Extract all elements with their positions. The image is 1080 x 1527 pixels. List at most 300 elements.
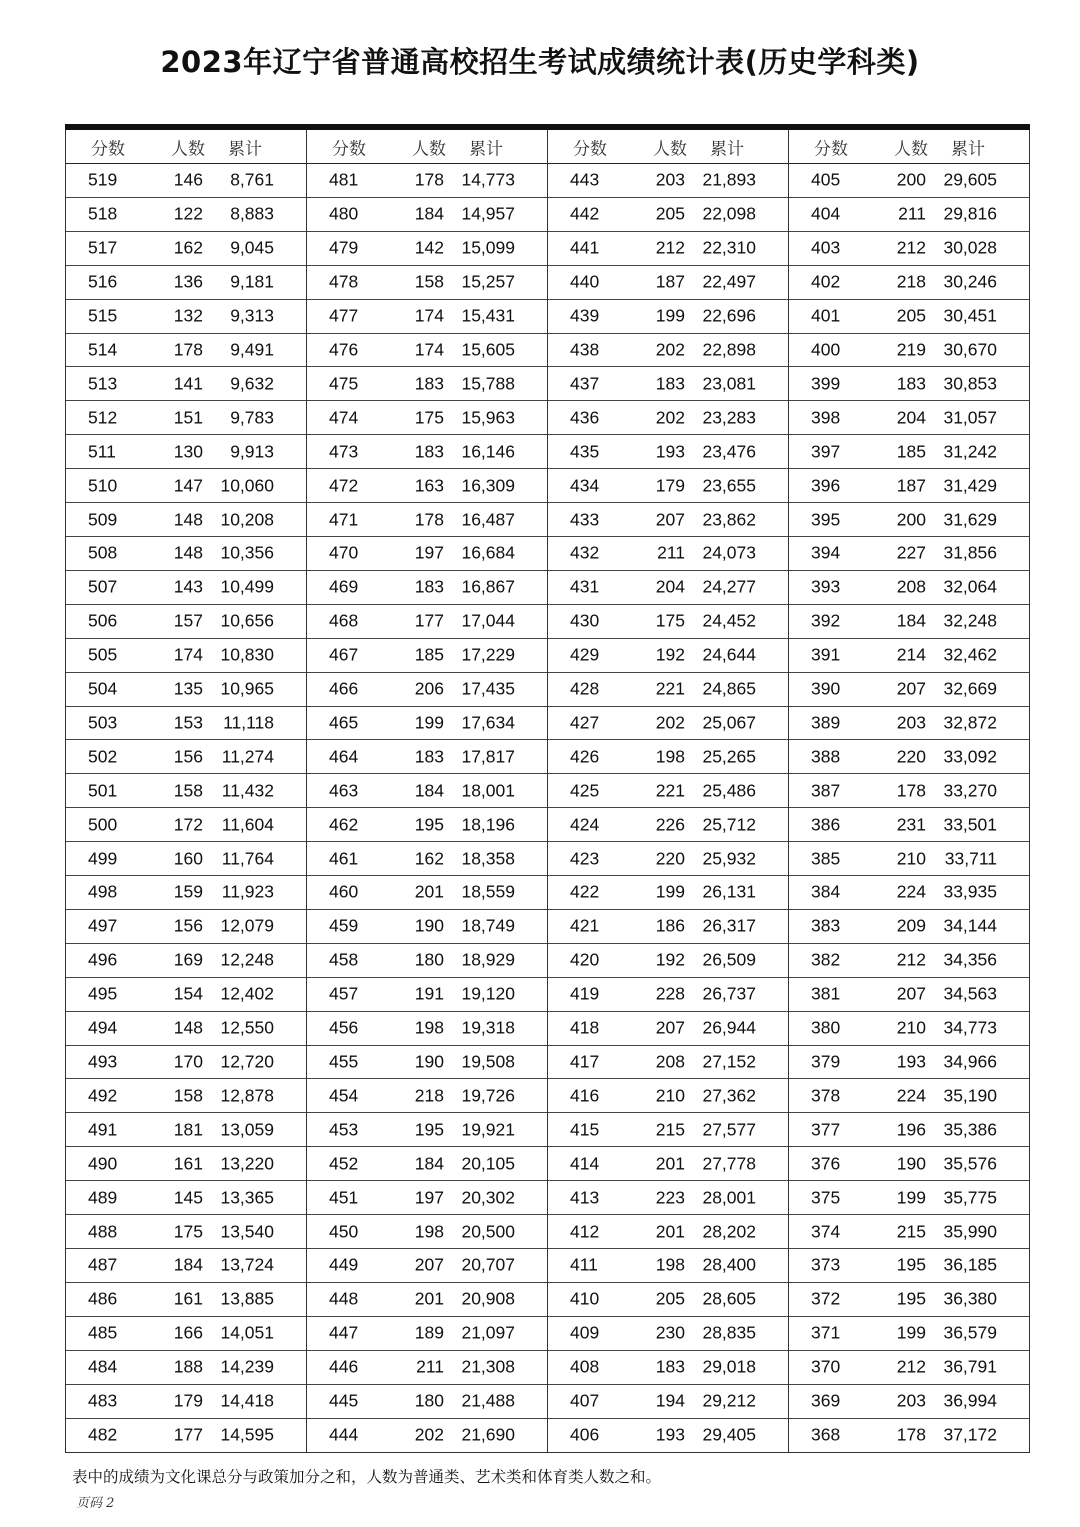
table-row xyxy=(307,944,547,978)
cell-cumulative: 26,944 xyxy=(702,1017,756,1038)
cell-cumulative: 10,499 xyxy=(220,576,274,597)
table-row xyxy=(789,910,1029,944)
cell-score: 477 xyxy=(329,305,359,326)
cell-score: 519 xyxy=(88,169,118,190)
cell-score: 376 xyxy=(811,1153,841,1174)
cell-score: 465 xyxy=(329,712,359,733)
cell-score: 452 xyxy=(329,1153,359,1174)
table-row xyxy=(548,1113,788,1147)
cell-cumulative: 35,775 xyxy=(943,1187,997,1208)
cell-cumulative: 15,099 xyxy=(461,237,515,258)
cell-count: 174 xyxy=(414,339,444,360)
cell-score: 371 xyxy=(811,1322,841,1343)
cell-score: 511 xyxy=(88,441,116,462)
cell-count: 172 xyxy=(173,814,203,835)
table-row xyxy=(789,1012,1029,1046)
table-row xyxy=(789,944,1029,978)
table-column-group xyxy=(306,130,547,1453)
cell-count: 207 xyxy=(655,1017,685,1038)
cell-count: 194 xyxy=(655,1390,685,1411)
cell-score: 456 xyxy=(329,1017,359,1038)
cell-cumulative: 36,994 xyxy=(943,1390,997,1411)
cell-score: 449 xyxy=(329,1254,359,1275)
table-row xyxy=(66,944,306,978)
table-row xyxy=(66,571,306,605)
cell-score: 401 xyxy=(811,305,841,326)
cell-score: 483 xyxy=(88,1390,118,1411)
cell-score: 504 xyxy=(88,678,118,699)
cell-score: 399 xyxy=(811,373,841,394)
cell-count: 198 xyxy=(655,746,685,767)
cell-count: 228 xyxy=(655,983,685,1004)
cell-count: 208 xyxy=(896,576,926,597)
cell-count: 185 xyxy=(414,644,444,665)
table-row xyxy=(307,1249,547,1283)
cell-score: 508 xyxy=(88,542,118,563)
table-row xyxy=(548,978,788,1012)
cell-cumulative: 29,212 xyxy=(702,1390,756,1411)
cell-cumulative: 28,202 xyxy=(702,1221,756,1242)
cell-count: 227 xyxy=(896,542,926,563)
cell-cumulative: 32,462 xyxy=(943,644,997,665)
cell-cumulative: 15,788 xyxy=(461,373,515,394)
cell-count: 199 xyxy=(896,1322,926,1343)
table-row xyxy=(307,367,547,401)
cell-cumulative: 18,559 xyxy=(461,881,515,902)
table-row xyxy=(548,1351,788,1385)
cell-cumulative: 35,990 xyxy=(943,1221,997,1242)
cell-cumulative: 17,044 xyxy=(461,610,515,631)
cell-count: 190 xyxy=(896,1153,926,1174)
table-row xyxy=(66,1046,306,1080)
cell-score: 418 xyxy=(570,1017,600,1038)
header-count: 人数 xyxy=(894,139,928,159)
table-row xyxy=(307,1147,547,1181)
cell-score: 513 xyxy=(88,373,118,394)
cell-cumulative: 9,783 xyxy=(230,407,274,428)
cell-cumulative: 9,913 xyxy=(230,441,274,462)
table-row xyxy=(66,1283,306,1317)
cell-count: 156 xyxy=(173,915,203,936)
cell-cumulative: 31,429 xyxy=(943,475,997,496)
table-row xyxy=(66,164,306,198)
cell-cumulative: 9,313 xyxy=(230,305,274,326)
table-row xyxy=(789,1215,1029,1249)
table-row xyxy=(789,198,1029,232)
table-row xyxy=(548,1181,788,1215)
table-row xyxy=(66,537,306,571)
cell-count: 201 xyxy=(414,1288,444,1309)
cell-count: 202 xyxy=(655,339,685,360)
cell-count: 215 xyxy=(896,1221,926,1242)
table-row xyxy=(548,910,788,944)
cell-cumulative: 12,402 xyxy=(220,983,274,1004)
cell-score: 472 xyxy=(329,475,359,496)
cell-cumulative: 24,277 xyxy=(702,576,756,597)
cell-score: 489 xyxy=(88,1187,118,1208)
table-row xyxy=(66,639,306,673)
cell-count: 159 xyxy=(173,881,203,902)
cell-count: 203 xyxy=(655,169,685,190)
cell-score: 388 xyxy=(811,746,841,767)
cell-score: 492 xyxy=(88,1085,118,1106)
cell-cumulative: 16,487 xyxy=(461,509,515,530)
cell-score: 419 xyxy=(570,983,600,1004)
cell-score: 382 xyxy=(811,949,841,970)
table-column-group xyxy=(547,130,788,1453)
table-row xyxy=(548,537,788,571)
cell-cumulative: 35,576 xyxy=(943,1153,997,1174)
cell-score: 414 xyxy=(570,1153,600,1174)
cell-score: 416 xyxy=(570,1085,600,1106)
cell-count: 174 xyxy=(173,644,203,665)
cell-cumulative: 31,057 xyxy=(943,407,997,428)
cell-count: 175 xyxy=(173,1221,203,1242)
cell-score: 498 xyxy=(88,881,118,902)
cell-count: 219 xyxy=(896,339,926,360)
cell-score: 439 xyxy=(570,305,600,326)
table-header-row xyxy=(307,130,547,164)
table-row xyxy=(548,808,788,842)
cell-count: 184 xyxy=(414,203,444,224)
cell-count: 169 xyxy=(173,949,203,970)
table-row xyxy=(66,1419,306,1453)
cell-count: 212 xyxy=(896,1356,926,1377)
table-row xyxy=(307,1419,547,1453)
cell-score: 444 xyxy=(329,1424,359,1445)
cell-cumulative: 28,001 xyxy=(702,1187,756,1208)
cell-score: 482 xyxy=(88,1424,118,1445)
cell-cumulative: 33,935 xyxy=(943,881,997,902)
cell-score: 442 xyxy=(570,203,600,224)
table-row xyxy=(789,842,1029,876)
table-row xyxy=(307,1113,547,1147)
cell-score: 459 xyxy=(329,915,359,936)
cell-count: 198 xyxy=(655,1254,685,1275)
cell-score: 370 xyxy=(811,1356,841,1377)
table-row xyxy=(548,605,788,639)
table-row xyxy=(548,673,788,707)
cell-count: 179 xyxy=(655,475,685,496)
table-row xyxy=(307,266,547,300)
table-row xyxy=(789,300,1029,334)
cell-count: 142 xyxy=(414,237,444,258)
cell-cumulative: 27,152 xyxy=(702,1051,756,1072)
header-cumulative: 累计 xyxy=(710,139,744,159)
page-number: 页码 2 xyxy=(76,1496,115,1511)
cell-score: 375 xyxy=(811,1187,841,1208)
cell-score: 379 xyxy=(811,1051,841,1072)
cell-cumulative: 27,362 xyxy=(702,1085,756,1106)
cell-score: 381 xyxy=(811,983,841,1004)
table-row xyxy=(307,808,547,842)
table-row xyxy=(307,435,547,469)
cell-cumulative: 12,079 xyxy=(220,915,274,936)
cell-cumulative: 34,356 xyxy=(943,949,997,970)
cell-count: 141 xyxy=(173,373,203,394)
cell-score: 488 xyxy=(88,1221,118,1242)
table-row xyxy=(307,1385,547,1419)
cell-cumulative: 29,605 xyxy=(943,169,997,190)
table-row xyxy=(548,944,788,978)
cell-count: 166 xyxy=(173,1322,203,1343)
table-row xyxy=(66,300,306,334)
cell-cumulative: 23,655 xyxy=(702,475,756,496)
cell-cumulative: 12,248 xyxy=(220,949,274,970)
cell-count: 211 xyxy=(657,542,685,563)
cell-score: 516 xyxy=(88,271,118,292)
table-row xyxy=(66,808,306,842)
table-row xyxy=(66,1385,306,1419)
cell-score: 517 xyxy=(88,237,118,258)
table-row xyxy=(307,1181,547,1215)
cell-score: 417 xyxy=(570,1051,600,1072)
table-row xyxy=(307,334,547,368)
table-row xyxy=(548,1079,788,1113)
cell-score: 503 xyxy=(88,712,118,733)
cell-cumulative: 26,131 xyxy=(702,881,756,902)
cell-count: 183 xyxy=(414,441,444,462)
cell-cumulative: 22,898 xyxy=(702,339,756,360)
cell-cumulative: 9,045 xyxy=(230,237,274,258)
cell-score: 432 xyxy=(570,542,600,563)
cell-cumulative: 21,893 xyxy=(702,169,756,190)
cell-score: 473 xyxy=(329,441,359,462)
cell-score: 390 xyxy=(811,678,841,699)
cell-cumulative: 17,634 xyxy=(461,712,515,733)
cell-score: 510 xyxy=(88,475,118,496)
cell-count: 183 xyxy=(414,746,444,767)
cell-cumulative: 31,242 xyxy=(943,441,997,462)
cell-cumulative: 15,257 xyxy=(461,271,515,292)
cell-cumulative: 9,491 xyxy=(230,339,274,360)
header-count: 人数 xyxy=(412,139,446,159)
cell-cumulative: 16,867 xyxy=(461,576,515,597)
cell-cumulative: 32,872 xyxy=(943,712,997,733)
cell-cumulative: 33,711 xyxy=(944,848,997,869)
cell-count: 200 xyxy=(896,509,926,530)
cell-count: 175 xyxy=(414,407,444,428)
cell-count: 197 xyxy=(414,1187,444,1208)
cell-count: 195 xyxy=(414,814,444,835)
cell-cumulative: 30,246 xyxy=(943,271,997,292)
cell-count: 211 xyxy=(416,1356,444,1377)
cell-score: 436 xyxy=(570,407,600,428)
cell-count: 193 xyxy=(896,1051,926,1072)
cell-count: 205 xyxy=(655,203,685,224)
table-row xyxy=(66,876,306,910)
table-row xyxy=(789,435,1029,469)
cell-cumulative: 18,749 xyxy=(461,915,515,936)
table-row xyxy=(66,334,306,368)
cell-score: 466 xyxy=(329,678,359,699)
cell-count: 160 xyxy=(173,848,203,869)
cell-cumulative: 21,690 xyxy=(461,1424,515,1445)
cell-count: 151 xyxy=(173,407,203,428)
cell-cumulative: 36,185 xyxy=(943,1254,997,1275)
cell-count: 157 xyxy=(173,610,203,631)
table-row xyxy=(548,1046,788,1080)
table-row xyxy=(789,367,1029,401)
table-row xyxy=(66,435,306,469)
cell-count: 203 xyxy=(896,1390,926,1411)
cell-count: 183 xyxy=(896,373,926,394)
cell-score: 437 xyxy=(570,373,600,394)
cell-count: 180 xyxy=(414,1390,444,1411)
table-header-row xyxy=(789,130,1029,164)
cell-cumulative: 17,435 xyxy=(461,678,515,699)
cell-cumulative: 26,737 xyxy=(702,983,756,1004)
cell-count: 174 xyxy=(414,305,444,326)
table-row xyxy=(548,503,788,537)
table-row xyxy=(789,707,1029,741)
cell-cumulative: 34,144 xyxy=(943,915,997,936)
header-score: 分数 xyxy=(814,139,848,159)
table-row xyxy=(66,842,306,876)
table-row xyxy=(548,367,788,401)
cell-count: 178 xyxy=(414,169,444,190)
table-row xyxy=(66,1181,306,1215)
cell-score: 451 xyxy=(329,1187,359,1208)
cell-count: 158 xyxy=(414,271,444,292)
table-row xyxy=(66,198,306,232)
cell-score: 484 xyxy=(88,1356,118,1377)
table-row xyxy=(307,1012,547,1046)
cell-cumulative: 20,908 xyxy=(461,1288,515,1309)
cell-cumulative: 23,476 xyxy=(702,441,756,462)
table-row xyxy=(789,1283,1029,1317)
cell-cumulative: 14,595 xyxy=(220,1424,274,1445)
table-row xyxy=(307,469,547,503)
cell-count: 205 xyxy=(896,305,926,326)
table-row xyxy=(789,1113,1029,1147)
cell-score: 407 xyxy=(570,1390,600,1411)
cell-score: 369 xyxy=(811,1390,841,1411)
cell-cumulative: 33,501 xyxy=(943,814,997,835)
cell-cumulative: 10,656 xyxy=(220,610,274,631)
cell-count: 193 xyxy=(655,1424,685,1445)
cell-count: 183 xyxy=(655,373,685,394)
table-row xyxy=(789,401,1029,435)
table-row xyxy=(789,1317,1029,1351)
cell-cumulative: 9,181 xyxy=(230,271,274,292)
cell-count: 135 xyxy=(173,678,203,699)
cell-score: 438 xyxy=(570,339,600,360)
table-row xyxy=(548,774,788,808)
cell-count: 184 xyxy=(896,610,926,631)
cell-cumulative: 24,865 xyxy=(702,678,756,699)
table-row xyxy=(789,1046,1029,1080)
table-row xyxy=(789,639,1029,673)
cell-cumulative: 10,060 xyxy=(220,475,274,496)
cell-score: 422 xyxy=(570,881,600,902)
cell-score: 374 xyxy=(811,1221,841,1242)
cell-score: 395 xyxy=(811,509,841,530)
cell-count: 143 xyxy=(173,576,203,597)
cell-cumulative: 21,308 xyxy=(461,1356,515,1377)
table-header-row xyxy=(548,130,788,164)
cell-score: 385 xyxy=(811,848,841,869)
cell-cumulative: 13,724 xyxy=(220,1254,274,1275)
table-row xyxy=(307,673,547,707)
table-row xyxy=(789,1079,1029,1113)
cell-cumulative: 36,579 xyxy=(943,1322,997,1343)
cell-count: 192 xyxy=(655,644,685,665)
cell-score: 501 xyxy=(88,780,118,801)
cell-count: 223 xyxy=(655,1187,685,1208)
cell-cumulative: 19,508 xyxy=(461,1051,515,1072)
cell-score: 433 xyxy=(570,509,600,530)
cell-count: 190 xyxy=(414,1051,444,1072)
cell-cumulative: 13,885 xyxy=(220,1288,274,1309)
table-row xyxy=(307,876,547,910)
table-row xyxy=(307,1079,547,1113)
cell-score: 429 xyxy=(570,644,600,665)
cell-score: 393 xyxy=(811,576,841,597)
cell-score: 502 xyxy=(88,746,118,767)
table-row xyxy=(789,876,1029,910)
cell-count: 191 xyxy=(414,983,444,1004)
cell-score: 495 xyxy=(88,983,118,1004)
cell-count: 163 xyxy=(414,475,444,496)
table-row xyxy=(307,503,547,537)
cell-count: 215 xyxy=(655,1119,685,1140)
cell-count: 226 xyxy=(655,814,685,835)
table-row xyxy=(548,300,788,334)
cell-cumulative: 13,365 xyxy=(220,1187,274,1208)
table-row xyxy=(789,232,1029,266)
page-title: 2023年辽宁省普通高校招生考试成绩统计表(历史学科类) xyxy=(160,45,920,79)
cell-count: 204 xyxy=(896,407,926,428)
table-row xyxy=(307,774,547,808)
cell-count: 221 xyxy=(655,780,685,801)
cell-cumulative: 26,509 xyxy=(702,949,756,970)
table-row xyxy=(66,1317,306,1351)
cell-cumulative: 14,773 xyxy=(461,169,515,190)
cell-score: 412 xyxy=(570,1221,600,1242)
table-row xyxy=(307,639,547,673)
cell-score: 458 xyxy=(329,949,359,970)
cell-score: 368 xyxy=(811,1424,841,1445)
cell-count: 199 xyxy=(655,881,685,902)
cell-count: 147 xyxy=(173,475,203,496)
cell-cumulative: 10,208 xyxy=(220,509,274,530)
cell-cumulative: 11,923 xyxy=(221,881,274,902)
cell-cumulative: 8,761 xyxy=(230,169,274,190)
cell-cumulative: 33,092 xyxy=(943,746,997,767)
cell-cumulative: 23,283 xyxy=(702,407,756,428)
cell-count: 178 xyxy=(896,780,926,801)
cell-score: 460 xyxy=(329,881,359,902)
cell-score: 400 xyxy=(811,339,841,360)
table-row xyxy=(66,910,306,944)
cell-count: 196 xyxy=(896,1119,926,1140)
table-row xyxy=(66,774,306,808)
cell-score: 506 xyxy=(88,610,118,631)
cell-score: 441 xyxy=(570,237,600,258)
cell-cumulative: 24,073 xyxy=(702,542,756,563)
cell-score: 411 xyxy=(570,1254,598,1275)
cell-count: 158 xyxy=(173,1085,203,1106)
table-row xyxy=(66,1215,306,1249)
header-score: 分数 xyxy=(91,139,125,159)
cell-count: 178 xyxy=(414,509,444,530)
cell-score: 450 xyxy=(329,1221,359,1242)
cell-score: 383 xyxy=(811,915,841,936)
cell-score: 454 xyxy=(329,1085,359,1106)
cell-count: 132 xyxy=(173,305,203,326)
table-row xyxy=(548,1215,788,1249)
